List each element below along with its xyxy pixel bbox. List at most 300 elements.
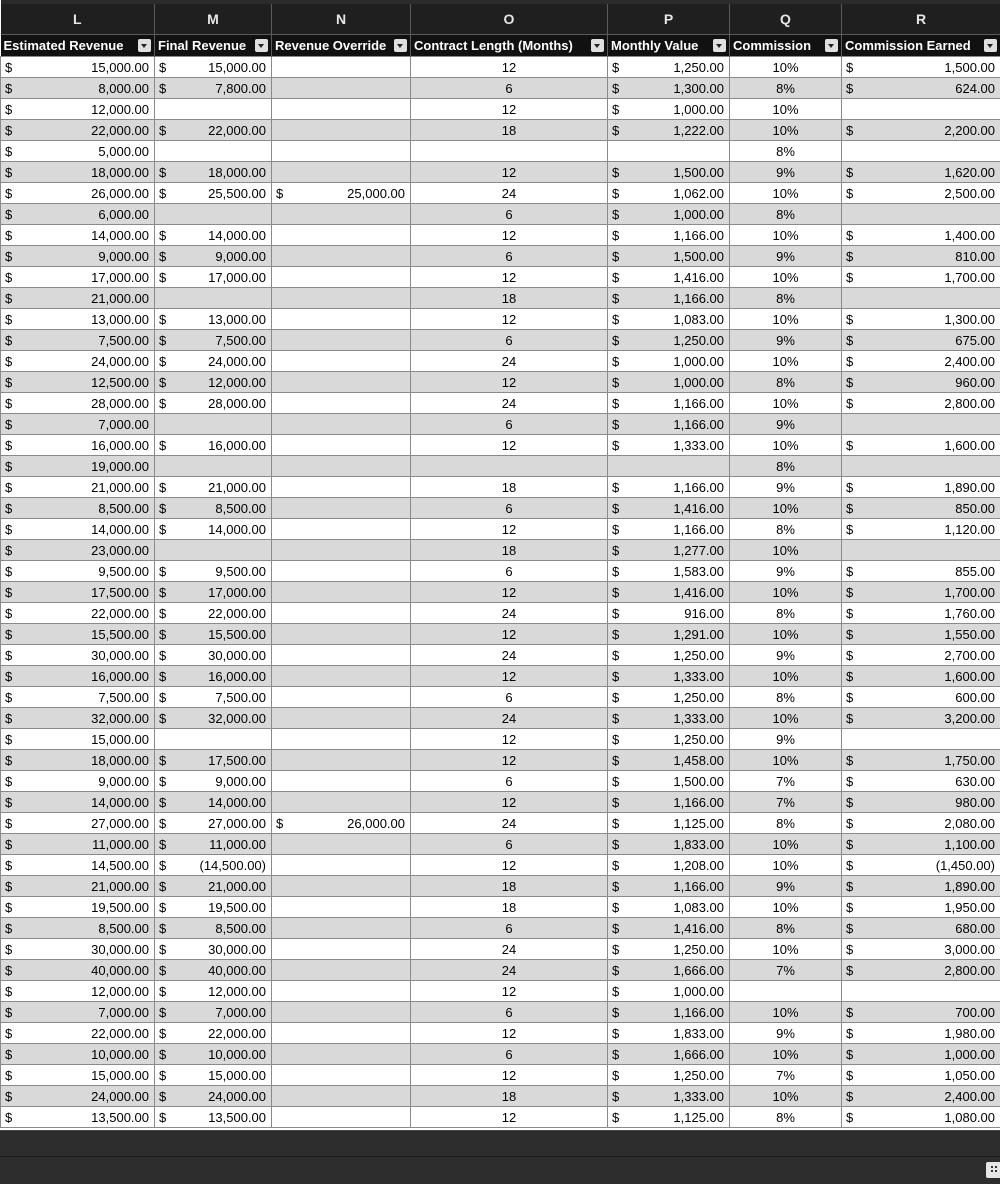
table-cell[interactable] — [608, 792, 730, 813]
table-cell[interactable] — [730, 666, 842, 687]
column-letter-R[interactable]: R — [842, 2, 1000, 35]
table-cell[interactable] — [411, 981, 608, 1002]
table-cell[interactable] — [272, 246, 411, 267]
table-cell[interactable] — [1, 813, 155, 834]
table-cell[interactable] — [730, 876, 842, 897]
header-estimated-revenue[interactable] — [1, 35, 155, 57]
table-cell[interactable] — [842, 393, 1000, 414]
table-cell[interactable] — [730, 834, 842, 855]
table-cell[interactable] — [155, 498, 272, 519]
table-cell[interactable] — [730, 309, 842, 330]
table-cell[interactable] — [411, 309, 608, 330]
filter-dropdown-icon[interactable] — [591, 39, 604, 52]
table-cell[interactable] — [155, 162, 272, 183]
table-cell[interactable] — [272, 645, 411, 666]
table-cell[interactable] — [1, 624, 155, 645]
table-cell[interactable] — [1, 267, 155, 288]
table-cell[interactable] — [608, 393, 730, 414]
table-cell[interactable] — [155, 603, 272, 624]
table-cell[interactable] — [842, 918, 1000, 939]
table-cell[interactable] — [608, 561, 730, 582]
table-cell[interactable] — [411, 834, 608, 855]
table-cell[interactable] — [155, 435, 272, 456]
table-cell[interactable] — [730, 1002, 842, 1023]
table-cell[interactable] — [155, 204, 272, 225]
table-cell[interactable] — [1, 99, 155, 120]
table-cell[interactable] — [411, 183, 608, 204]
table-cell[interactable] — [842, 456, 1000, 477]
table-cell[interactable] — [155, 330, 272, 351]
table-cell[interactable] — [272, 1044, 411, 1065]
sheet-nav-icon[interactable] — [986, 1162, 1000, 1178]
table-cell[interactable] — [842, 309, 1000, 330]
table-cell[interactable] — [842, 1086, 1000, 1107]
table-cell[interactable] — [411, 498, 608, 519]
table-cell[interactable] — [608, 687, 730, 708]
table-cell[interactable] — [411, 1023, 608, 1044]
table-cell[interactable] — [155, 120, 272, 141]
table-cell[interactable] — [272, 813, 411, 834]
table-cell[interactable] — [608, 309, 730, 330]
table-cell[interactable] — [272, 876, 411, 897]
table-cell[interactable] — [730, 813, 842, 834]
table-cell[interactable] — [730, 1086, 842, 1107]
table-cell[interactable] — [411, 225, 608, 246]
table-cell[interactable] — [155, 624, 272, 645]
table-cell[interactable] — [272, 414, 411, 435]
table-cell[interactable] — [155, 372, 272, 393]
filter-dropdown-icon[interactable] — [255, 39, 268, 52]
table-cell[interactable] — [730, 687, 842, 708]
filter-dropdown-icon[interactable] — [138, 39, 151, 52]
table-cell[interactable] — [1, 981, 155, 1002]
table-cell[interactable] — [411, 351, 608, 372]
table-cell[interactable] — [842, 813, 1000, 834]
table-cell[interactable] — [730, 645, 842, 666]
table-cell[interactable] — [1, 876, 155, 897]
table-cell[interactable] — [411, 267, 608, 288]
table-cell[interactable] — [730, 204, 842, 225]
table-cell[interactable] — [1, 708, 155, 729]
table-cell[interactable] — [155, 309, 272, 330]
table-cell[interactable] — [1, 372, 155, 393]
table-cell[interactable] — [842, 960, 1000, 981]
table-cell[interactable] — [842, 1002, 1000, 1023]
table-cell[interactable] — [411, 960, 608, 981]
table-cell[interactable] — [155, 183, 272, 204]
table-cell[interactable] — [730, 78, 842, 99]
table-cell[interactable] — [272, 834, 411, 855]
table-cell[interactable] — [272, 687, 411, 708]
table-cell[interactable] — [1, 204, 155, 225]
table-cell[interactable] — [842, 519, 1000, 540]
table-cell[interactable] — [155, 57, 272, 78]
table-cell[interactable] — [411, 1107, 608, 1128]
table-cell[interactable] — [608, 1065, 730, 1086]
table-cell[interactable] — [842, 204, 1000, 225]
table-cell[interactable] — [155, 834, 272, 855]
table-cell[interactable] — [730, 141, 842, 162]
table-cell[interactable] — [155, 561, 272, 582]
table-cell[interactable] — [272, 750, 411, 771]
table-cell[interactable] — [155, 288, 272, 309]
table-cell[interactable] — [1, 351, 155, 372]
table-cell[interactable] — [842, 288, 1000, 309]
filter-dropdown-icon[interactable] — [984, 39, 997, 52]
table-cell[interactable] — [272, 540, 411, 561]
table-cell[interactable] — [155, 78, 272, 99]
table-cell[interactable] — [272, 99, 411, 120]
table-cell[interactable] — [411, 603, 608, 624]
table-cell[interactable] — [608, 498, 730, 519]
table-cell[interactable] — [272, 225, 411, 246]
table-cell[interactable] — [730, 330, 842, 351]
table-cell[interactable] — [272, 519, 411, 540]
table-cell[interactable] — [272, 666, 411, 687]
table-cell[interactable] — [730, 1065, 842, 1086]
table-cell[interactable] — [608, 876, 730, 897]
table-cell[interactable] — [411, 120, 608, 141]
table-cell[interactable] — [155, 813, 272, 834]
table-cell[interactable] — [1, 519, 155, 540]
table-cell[interactable] — [842, 435, 1000, 456]
table-cell[interactable] — [1, 393, 155, 414]
table-cell[interactable] — [411, 1044, 608, 1065]
table-cell[interactable] — [608, 582, 730, 603]
table-cell[interactable] — [842, 540, 1000, 561]
table-cell[interactable] — [411, 162, 608, 183]
table-cell[interactable] — [272, 372, 411, 393]
table-cell[interactable] — [411, 729, 608, 750]
table-cell[interactable] — [272, 351, 411, 372]
table-cell[interactable] — [155, 582, 272, 603]
table-cell[interactable] — [272, 78, 411, 99]
table-cell[interactable] — [730, 582, 842, 603]
table-cell[interactable] — [411, 78, 608, 99]
header-commission-earned[interactable] — [842, 35, 1000, 57]
table-cell[interactable] — [730, 162, 842, 183]
table-cell[interactable] — [411, 246, 608, 267]
column-letter-M[interactable]: M — [155, 2, 272, 35]
table-cell[interactable] — [272, 309, 411, 330]
table-cell[interactable] — [411, 1002, 608, 1023]
table-cell[interactable] — [608, 1044, 730, 1065]
table-cell[interactable] — [842, 561, 1000, 582]
table-cell[interactable] — [272, 624, 411, 645]
table-cell[interactable] — [730, 246, 842, 267]
table-cell[interactable] — [730, 414, 842, 435]
column-letter-N[interactable]: N — [272, 2, 411, 35]
table-cell[interactable] — [411, 141, 608, 162]
table-cell[interactable] — [272, 708, 411, 729]
table-cell[interactable] — [155, 939, 272, 960]
table-cell[interactable] — [730, 855, 842, 876]
table-cell[interactable] — [842, 477, 1000, 498]
table-cell[interactable] — [411, 645, 608, 666]
table-cell[interactable] — [272, 477, 411, 498]
table-cell[interactable] — [1, 771, 155, 792]
table-cell[interactable] — [608, 771, 730, 792]
table-cell[interactable] — [842, 351, 1000, 372]
table-cell[interactable] — [272, 162, 411, 183]
table-cell[interactable] — [1, 582, 155, 603]
table-cell[interactable] — [842, 99, 1000, 120]
table-cell[interactable] — [155, 477, 272, 498]
table-cell[interactable] — [608, 183, 730, 204]
table-cell[interactable] — [272, 897, 411, 918]
table-cell[interactable] — [842, 162, 1000, 183]
table-cell[interactable] — [1, 918, 155, 939]
header-contract-length[interactable] — [411, 35, 608, 57]
table-cell[interactable] — [272, 141, 411, 162]
table-cell[interactable] — [608, 162, 730, 183]
table-cell[interactable] — [155, 1023, 272, 1044]
table-cell[interactable] — [155, 771, 272, 792]
filter-dropdown-icon[interactable] — [394, 39, 407, 52]
table-cell[interactable] — [272, 939, 411, 960]
table-cell[interactable] — [155, 99, 272, 120]
table-cell[interactable] — [608, 750, 730, 771]
table-cell[interactable] — [411, 1086, 608, 1107]
table-cell[interactable] — [730, 1107, 842, 1128]
table-cell[interactable] — [1, 897, 155, 918]
table-cell[interactable] — [1, 855, 155, 876]
table-cell[interactable] — [608, 225, 730, 246]
table-cell[interactable] — [730, 477, 842, 498]
table-cell[interactable] — [608, 708, 730, 729]
table-cell[interactable] — [411, 540, 608, 561]
table-cell[interactable] — [272, 960, 411, 981]
table-cell[interactable] — [272, 1023, 411, 1044]
table-cell[interactable] — [608, 981, 730, 1002]
table-cell[interactable] — [1, 687, 155, 708]
table-cell[interactable] — [411, 708, 608, 729]
table-cell[interactable] — [272, 561, 411, 582]
table-cell[interactable] — [730, 561, 842, 582]
table-cell[interactable] — [272, 267, 411, 288]
table-cell[interactable] — [1, 183, 155, 204]
table-cell[interactable] — [411, 99, 608, 120]
table-cell[interactable] — [608, 645, 730, 666]
table-cell[interactable] — [842, 750, 1000, 771]
table-cell[interactable] — [842, 372, 1000, 393]
table-cell[interactable] — [730, 1023, 842, 1044]
table-cell[interactable] — [730, 372, 842, 393]
table-cell[interactable] — [842, 78, 1000, 99]
table-cell[interactable] — [1, 414, 155, 435]
table-cell[interactable] — [272, 603, 411, 624]
header-monthly-value[interactable] — [608, 35, 730, 57]
table-cell[interactable] — [608, 330, 730, 351]
table-cell[interactable] — [272, 204, 411, 225]
table-cell[interactable] — [411, 393, 608, 414]
table-cell[interactable] — [411, 519, 608, 540]
table-cell[interactable] — [730, 519, 842, 540]
table-cell[interactable] — [272, 456, 411, 477]
table-cell[interactable] — [272, 288, 411, 309]
table-cell[interactable] — [155, 351, 272, 372]
table-cell[interactable] — [842, 708, 1000, 729]
table-cell[interactable] — [1, 603, 155, 624]
table-cell[interactable] — [608, 267, 730, 288]
table-cell[interactable] — [842, 414, 1000, 435]
table-cell[interactable] — [411, 288, 608, 309]
table-cell[interactable] — [730, 99, 842, 120]
table-cell[interactable] — [842, 834, 1000, 855]
table-cell[interactable] — [730, 918, 842, 939]
table-cell[interactable] — [608, 855, 730, 876]
table-cell[interactable] — [608, 918, 730, 939]
table-cell[interactable] — [411, 435, 608, 456]
table-cell[interactable] — [608, 99, 730, 120]
table-cell[interactable] — [272, 771, 411, 792]
table-cell[interactable] — [608, 834, 730, 855]
table-cell[interactable] — [411, 855, 608, 876]
table-cell[interactable] — [842, 729, 1000, 750]
table-cell[interactable] — [1, 498, 155, 519]
table-cell[interactable] — [155, 645, 272, 666]
table-cell[interactable] — [411, 792, 608, 813]
table-cell[interactable] — [730, 456, 842, 477]
table-cell[interactable] — [730, 771, 842, 792]
table-cell[interactable] — [1, 1023, 155, 1044]
table-cell[interactable] — [730, 57, 842, 78]
table-cell[interactable] — [608, 603, 730, 624]
table-cell[interactable] — [272, 435, 411, 456]
table-cell[interactable] — [272, 183, 411, 204]
table-cell[interactable] — [608, 729, 730, 750]
table-cell[interactable] — [730, 225, 842, 246]
table-cell[interactable] — [411, 1065, 608, 1086]
table-cell[interactable] — [1, 645, 155, 666]
table-cell[interactable] — [272, 855, 411, 876]
table-cell[interactable] — [155, 540, 272, 561]
table-cell[interactable] — [155, 1086, 272, 1107]
table-cell[interactable] — [730, 939, 842, 960]
table-cell[interactable] — [842, 855, 1000, 876]
table-cell[interactable] — [608, 351, 730, 372]
column-letter-L[interactable]: L — [1, 2, 155, 35]
table-cell[interactable] — [272, 393, 411, 414]
table-cell[interactable] — [608, 897, 730, 918]
table-cell[interactable] — [730, 981, 842, 1002]
table-cell[interactable] — [730, 540, 842, 561]
table-cell[interactable] — [608, 204, 730, 225]
table-cell[interactable] — [1, 246, 155, 267]
table-cell[interactable] — [608, 1002, 730, 1023]
table-cell[interactable] — [155, 981, 272, 1002]
table-cell[interactable] — [272, 981, 411, 1002]
table-cell[interactable] — [1, 141, 155, 162]
table-cell[interactable] — [842, 1107, 1000, 1128]
table-cell[interactable] — [155, 855, 272, 876]
table-cell[interactable] — [608, 1086, 730, 1107]
header-revenue-override[interactable] — [272, 35, 411, 57]
table-cell[interactable] — [608, 288, 730, 309]
table-cell[interactable] — [608, 666, 730, 687]
table-cell[interactable] — [272, 330, 411, 351]
table-cell[interactable] — [842, 897, 1000, 918]
table-cell[interactable] — [155, 666, 272, 687]
table-cell[interactable] — [842, 183, 1000, 204]
table-cell[interactable] — [730, 750, 842, 771]
table-cell[interactable] — [1, 456, 155, 477]
table-cell[interactable] — [842, 792, 1000, 813]
table-cell[interactable] — [411, 771, 608, 792]
table-cell[interactable] — [411, 330, 608, 351]
table-cell[interactable] — [730, 897, 842, 918]
table-cell[interactable] — [608, 372, 730, 393]
table-cell[interactable] — [730, 288, 842, 309]
table-cell[interactable] — [842, 981, 1000, 1002]
table-cell[interactable] — [608, 960, 730, 981]
table-cell[interactable] — [1, 477, 155, 498]
table-cell[interactable] — [1, 792, 155, 813]
table-cell[interactable] — [272, 498, 411, 519]
table-cell[interactable] — [842, 267, 1000, 288]
table-cell[interactable] — [730, 708, 842, 729]
table-cell[interactable] — [155, 1002, 272, 1023]
table-cell[interactable] — [272, 582, 411, 603]
table-cell[interactable] — [411, 57, 608, 78]
table-cell[interactable] — [1, 309, 155, 330]
table-cell[interactable] — [411, 624, 608, 645]
table-cell[interactable] — [608, 120, 730, 141]
table-cell[interactable] — [411, 477, 608, 498]
table-cell[interactable] — [1, 78, 155, 99]
table-cell[interactable] — [1, 561, 155, 582]
table-cell[interactable] — [608, 477, 730, 498]
table-cell[interactable] — [730, 267, 842, 288]
table-cell[interactable] — [155, 708, 272, 729]
table-cell[interactable] — [842, 498, 1000, 519]
table-cell[interactable] — [730, 393, 842, 414]
table-cell[interactable] — [155, 456, 272, 477]
table-cell[interactable] — [272, 57, 411, 78]
table-cell[interactable] — [155, 267, 272, 288]
table-cell[interactable] — [272, 1002, 411, 1023]
table-cell[interactable] — [1, 540, 155, 561]
table-cell[interactable] — [155, 918, 272, 939]
table-cell[interactable] — [1, 960, 155, 981]
table-cell[interactable] — [730, 120, 842, 141]
table-cell[interactable] — [155, 1107, 272, 1128]
table-cell[interactable] — [1, 729, 155, 750]
table-cell[interactable] — [842, 1044, 1000, 1065]
filter-dropdown-icon[interactable] — [825, 39, 838, 52]
table-cell[interactable] — [411, 750, 608, 771]
table-cell[interactable] — [1, 225, 155, 246]
table-cell[interactable] — [1, 120, 155, 141]
table-cell[interactable] — [608, 141, 730, 162]
table-cell[interactable] — [608, 540, 730, 561]
table-cell[interactable] — [155, 414, 272, 435]
table-cell[interactable] — [272, 1086, 411, 1107]
table-cell[interactable] — [608, 456, 730, 477]
table-cell[interactable] — [842, 120, 1000, 141]
table-cell[interactable] — [842, 666, 1000, 687]
table-cell[interactable] — [842, 771, 1000, 792]
table-cell[interactable] — [730, 183, 842, 204]
table-cell[interactable] — [1, 1044, 155, 1065]
header-commission[interactable] — [730, 35, 842, 57]
table-cell[interactable] — [1, 288, 155, 309]
table-cell[interactable] — [411, 582, 608, 603]
table-cell[interactable] — [608, 1107, 730, 1128]
table-cell[interactable] — [730, 729, 842, 750]
filter-dropdown-icon[interactable] — [713, 39, 726, 52]
table-cell[interactable] — [411, 372, 608, 393]
